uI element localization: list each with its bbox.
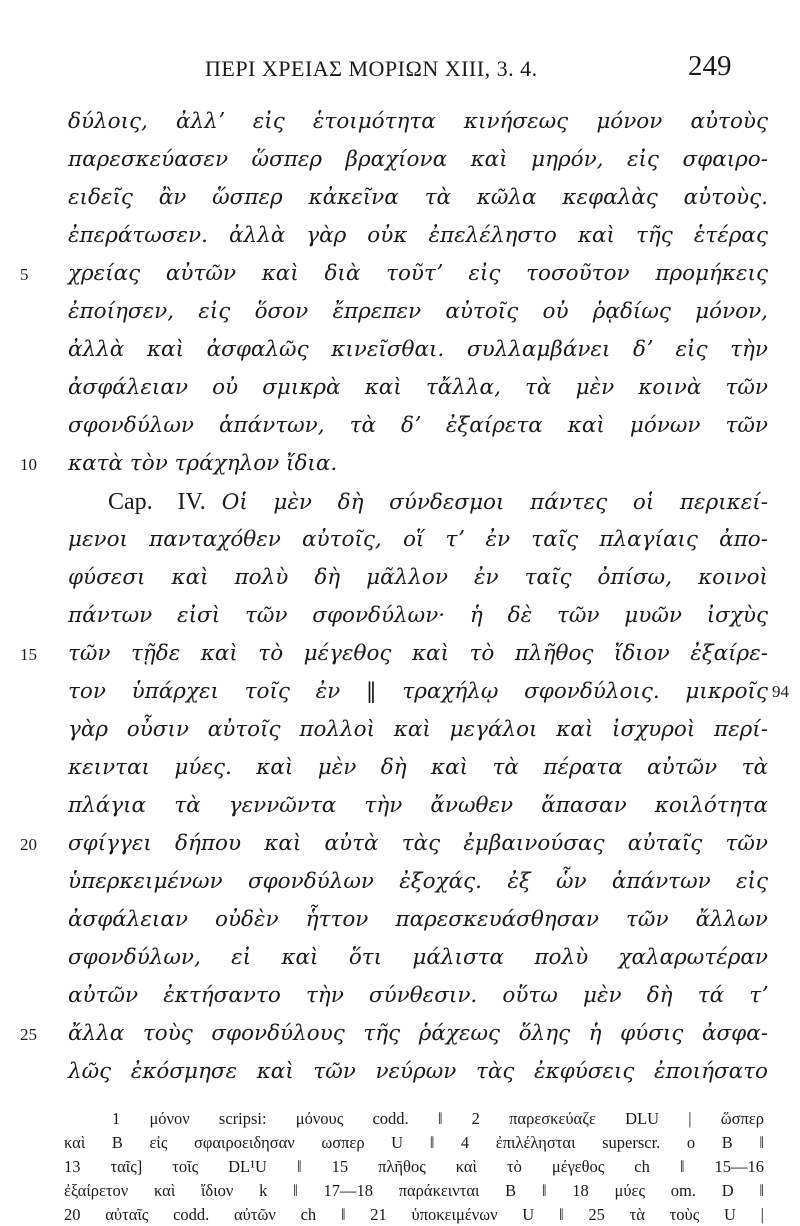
line-number: 15 [20, 645, 37, 664]
running-title: ΠΕΡΙ ΧΡΕΙΑΣ ΜΟΡΙΩΝ XIII, 3. 4. [205, 56, 538, 81]
line-number: 10 [20, 455, 37, 474]
text-line: σφονδύλων, εἰ καὶ ὅτι μάλιστα πολὺ χαλαρωτέραν [68, 945, 768, 970]
text-line: κατὰ τὸν τράχηλον ἴδια. [68, 451, 338, 476]
text-line: ἀσφάλειαν οὐδὲν ἧττον παρεσκευάσθησαν τῶν ἄλλων [68, 907, 768, 932]
text-line: ἐποίησεν, εἰς ὅσον ἔπρεπεν αὐτοῖς οὐ ῥᾳδίως μόνον, [68, 299, 768, 324]
text-line: τον ὑπάρχει τοῖς ἐν ‖ τραχήλῳ σφονδύλοις. μικροῖς [68, 679, 768, 704]
page-number: 249 [688, 50, 732, 82]
text-line: ειδεῖς ἂν ὥσπερ κἀκεῖνα τὰ κῶλα κεφαλὰς αὐτοὺς. [68, 185, 768, 210]
footnote-line: 1 μόνον scripsi: μόνους codd. ‖ 2 παρεσκεύαζε DLU | ὥσπερ [112, 1109, 764, 1128]
text-line: ἀλλὰ καὶ ἀσφαλῶς κινεῖσθαι. συλλαμβάνει δʼ εἰς τὴν [68, 337, 768, 362]
text-line: πλάγια τὰ γεννῶντα τὴν ἄνωθεν ἅπασαν κοιλότητα [68, 793, 768, 818]
text-line: ἀσφάλειαν οὐ σμικρὰ καὶ τἄλλα, τὰ μὲν κοινὰ τῶν [68, 375, 768, 400]
text-line: σφονδύλων ἁπάντων, τὰ δʼ ἐξαίρετα καὶ μόνων τῶν [68, 413, 768, 438]
text-line: φύσεσι καὶ πολὺ δὴ μᾶλλον ἐν ταῖς ὀπίσω, κοινοὶ [68, 565, 768, 590]
text-line: μενοι πανταχόθεν αὐτοῖς, οἵ τʼ ἐν ταῖς πλαγίαις ἀπο- [68, 527, 768, 552]
line-number: 25 [20, 1025, 37, 1044]
footnote-line: ἐξαίρετον καὶ ἴδιον k ‖ 17—18 παράκεινται B ‖ 18 μύες om. D ‖ [64, 1181, 764, 1200]
chapter-first-line [108, 483, 768, 521]
text-line: κεινται μύες. καὶ μὲν δὴ καὶ τὰ πέρατα αὐτῶν τὰ [68, 755, 768, 780]
line-number: 20 [20, 835, 37, 854]
text-line: Οἱ μὲν δὴ σύνδεσμοι πάντες οἱ περικεί- [221, 490, 768, 515]
text-line: σφίγγει δήπου καὶ αὐτὰ τὰς ἐμβαινούσας αὐταῖς τῶν [68, 831, 768, 856]
chapter-label: Cap. IV. [108, 489, 206, 515]
footnote-line: 13 ταῖς] τοῖς DL¹U ‖ 15 πλῆθος καὶ τὸ μέγεθος ch ‖ 15—16 [64, 1157, 764, 1176]
text-line: ὑπερκειμένων σφονδύλων ἐξοχάς. ἐξ ὧν ἁπάντων εἰς [68, 869, 768, 894]
text-line: παρεσκεύασεν ὥσπερ βραχίονα καὶ μηρόν, εἰς σφαιρο- [68, 147, 768, 172]
footnote-line: 20 αὐταῖς codd. αὐτῶν ch ‖ 21 ὑποκειμένων U ‖ 25 τὰ τοὺς U | [64, 1205, 764, 1224]
text-line: πάντων εἰσὶ τῶν σφονδύλων· ἡ δὲ τῶν μυῶν ἰσχὺς [68, 603, 768, 628]
text-line: λῶς ἐκόσμησε καὶ τῶν νεύρων τὰς ἐκφύσεις ἐποιήσατο [68, 1059, 768, 1084]
page-header [0, 50, 800, 90]
text-line: αὐτῶν ἐκτήσαντο τὴν σύνθεσιν. οὕτω μὲν δὴ τά τʼ [68, 983, 768, 1008]
line-number: 5 [20, 265, 29, 284]
text-line: ἄλλα τοὺς σφονδύλους τῆς ῥάχεως ὅλης ἡ φύσις ἀσφα- [68, 1021, 768, 1046]
text-line: χρείας αὐτῶν καὶ διὰ τοῦτʼ εἰς τοσοῦτον προμήκεις [68, 261, 768, 286]
marginal-page-reference: 94 [772, 682, 789, 701]
text-line: γὰρ οὖσιν αὐτοῖς πολλοὶ καὶ μεγάλοι καὶ ἰσχυροὶ περί- [68, 717, 768, 742]
text-line: ἐπεράτωσεν. ἀλλὰ γὰρ οὐκ ἐπελέληστο καὶ τῆς ἑτέρας [68, 223, 768, 248]
footnote-line: καὶ B εἰς σφαιροειδησαν ωσπερ U ‖ 4 ἐπιλέλησται superscr. ο B ‖ [64, 1133, 764, 1152]
text-line: δύλοις, ἀλλʼ εἰς ἑτοιμότητα κινήσεως μόνον αὐτοὺς [68, 109, 768, 134]
text-line: τῶν τῇδε καὶ τὸ μέγεθος καὶ τὸ πλῆθος ἴδιον ἐξαίρε- [68, 641, 768, 666]
